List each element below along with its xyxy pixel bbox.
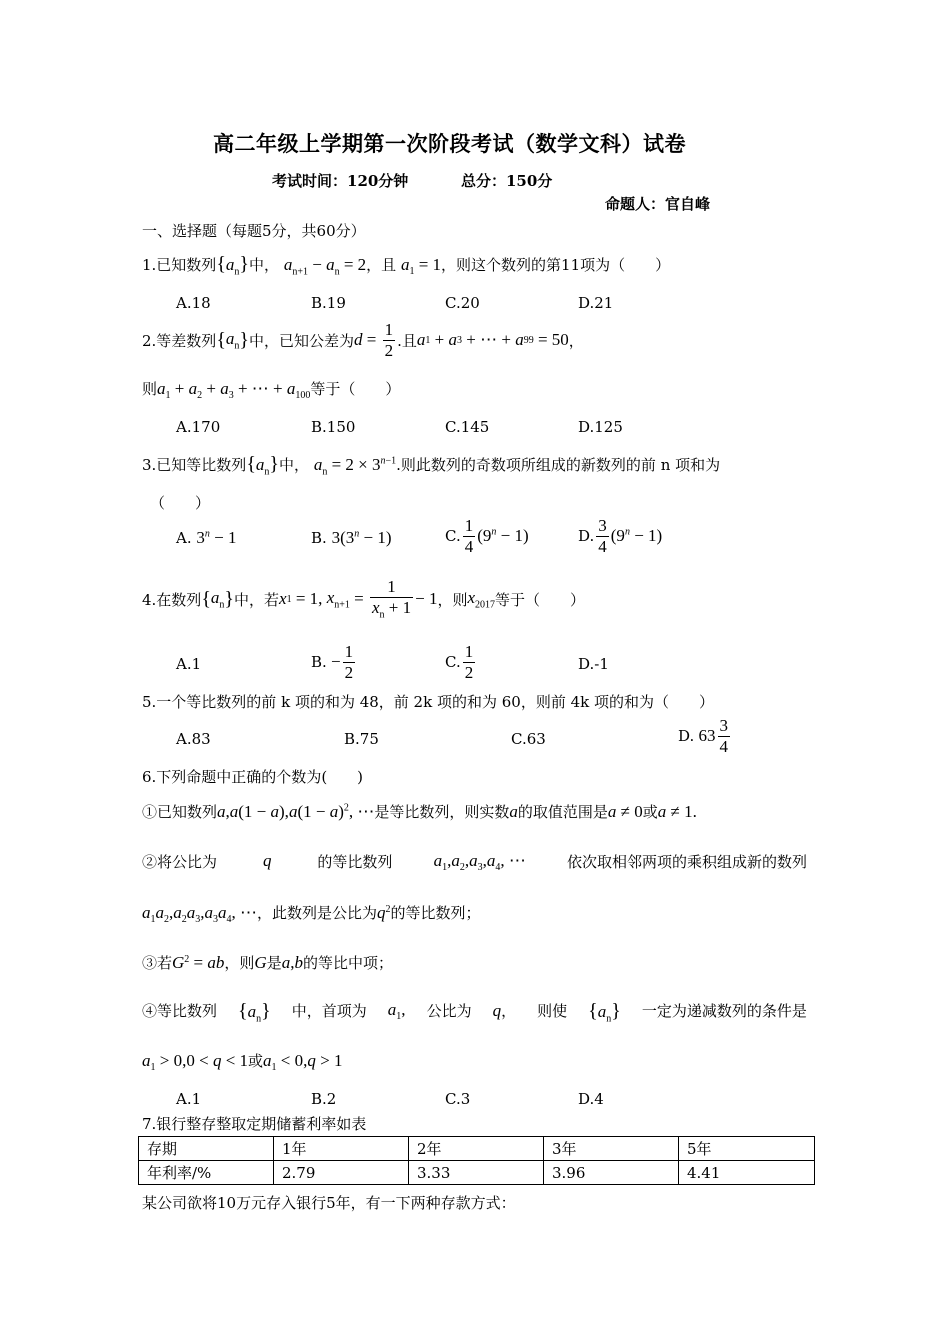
q5-option-d: D. 63 $\frac{3}{4}$ — [678, 716, 729, 756]
question-1: 1.已知数列$\{a_n\}$中， $a_{n+1} - a_n = 2$，且 $a_1 = 1$，则这个数列的第11项为（ ） — [142, 253, 671, 278]
q6-statement-1: ①已知数列$a,a(1 - a),a(1 - a)^2$, ⋯是等比数列，则实数a的取值范围是a ≠ 0或a ≠ 1. — [142, 802, 697, 821]
q6-option-b: B.2 — [311, 1090, 337, 1108]
q1-option-d: D.21 — [578, 294, 614, 312]
exam-title: 高二年级上学期第一次阶段考试（数学文科）试卷 — [213, 131, 686, 156]
question-2: 2.等差数列 { $a_n$ } 中，已知公差为 d = $\frac{1}{2}$ .且 a 1 + a 3 + ⋯ + a 99 = 50 ， — [142, 319, 584, 360]
q6-statement-2b: $a_1a_2,a_2a_3,a_3a_4$, ⋯，此数列是公比为$q^2$的等比数列； — [142, 903, 481, 925]
interest-rate-table — [138, 1136, 815, 1185]
q7-followup: 某公司欲将10万元存入银行5年，有一下两种存款方式： — [142, 1194, 516, 1212]
q2-option-d: D.125 — [578, 418, 623, 436]
q1-option-a: A.18 — [176, 294, 211, 312]
q5-option-a: A.83 — [176, 730, 211, 748]
q4-option-a: A.1 — [176, 655, 202, 673]
q1-option-c: C.20 — [445, 294, 480, 312]
table-cell: 年利率/% — [139, 1161, 274, 1185]
q3-option-a: A. $3^n - 1$ — [176, 528, 237, 547]
q6-option-c: C.3 — [445, 1090, 471, 1108]
question-7: 7.银行整存整取定期储蓄利率如表 — [142, 1115, 367, 1133]
table-row — [139, 1161, 815, 1185]
table-cell: 3.96 — [544, 1161, 679, 1185]
table-cell: 2年 — [409, 1137, 544, 1161]
author-line: 命题人：官自峰 — [605, 195, 711, 213]
table-cell: 4.41 — [679, 1161, 815, 1185]
question-4: 4.在数列 { $a_n$ } 中，若 x 1 = 1, $x_{n+1}$ = $\frac{1}{x_n + 1}$ − 1 ，则 $x_{2017}$ 等于（ ） — [142, 577, 586, 621]
table-cell: 存期 — [139, 1137, 274, 1161]
q1-option-b: B.19 — [311, 294, 346, 312]
q6-statement-2: ②将公比为 q 的等比数列 $a_1,a_2,a_3,a_4$, ⋯ 依次取相邻两项的乘积组成新的数列 — [142, 851, 807, 873]
q2-option-b: B.150 — [311, 418, 356, 436]
table-cell: 5年 — [679, 1137, 815, 1161]
exam-time: 考试时间：120分钟 — [272, 172, 409, 190]
table-row — [139, 1137, 815, 1161]
q3-option-c: C. $\frac{1}{4}$ $(9^n - 1)$ — [445, 516, 529, 556]
q6-statement-3: ③若$G^2$ = ab，则G是a,b的等比中项； — [142, 953, 393, 972]
q4-option-b: B. − $\frac{1}{2}$ — [311, 642, 354, 682]
question-6: 6.下列命题中正确的个数为( ) — [142, 768, 364, 786]
q4-option-d: D.-1 — [578, 655, 609, 673]
q5-option-c: C.63 — [511, 730, 546, 748]
total-score: 总分：150分 — [461, 172, 553, 190]
table-cell: 1年 — [274, 1137, 409, 1161]
question-2-line2: 则$a_1 + a_2 + a_3$ + ⋯ + $a_{100}$等于（ ） — [142, 379, 401, 401]
q6-statement-4: ④等比数列 $\{a_n\}$ 中，首项为 $a_1$, 公比为 q， 则使 $\{a_n\}$ 一定为递减数列的条件是 — [142, 1000, 807, 1025]
q3-option-d: D. $\frac{3}{4}$ $(9^n - 1)$ — [578, 516, 663, 556]
q4-option-c: C. $\frac{1}{2}$ — [445, 642, 474, 682]
q5-option-b: B.75 — [344, 730, 379, 748]
section-heading: 一、选择题（每题5分，共60分） — [142, 222, 366, 240]
q6-option-a: A.1 — [176, 1090, 202, 1108]
q2-option-c: C.145 — [445, 418, 490, 436]
q6-option-d: D.4 — [578, 1090, 604, 1108]
table-cell: 2.79 — [274, 1161, 409, 1185]
q3-paren: （ ） — [150, 494, 211, 512]
q3-option-b: B. $3(3^n - 1)$ — [311, 528, 392, 547]
question-5: 5.一个等比数列的前 k 项的和为 48，前 2k 项的和为 60，则前 4k 项的和为（ ） — [142, 693, 714, 711]
question-3: 3.已知等比数列$\{a_n\}$中， $a_n = 2 \times 3^{n-1}$.则此数列的奇数项所组成的新数列的前 n 项和为 — [142, 453, 721, 478]
table-cell: 3年 — [544, 1137, 679, 1161]
q6-statement-4b: $a_1 > 0,0 < q < 1$或$a_1 < 0,q > 1$ — [142, 1051, 343, 1073]
q2-option-a: A.170 — [176, 418, 221, 436]
table-cell: 3.33 — [409, 1161, 544, 1185]
